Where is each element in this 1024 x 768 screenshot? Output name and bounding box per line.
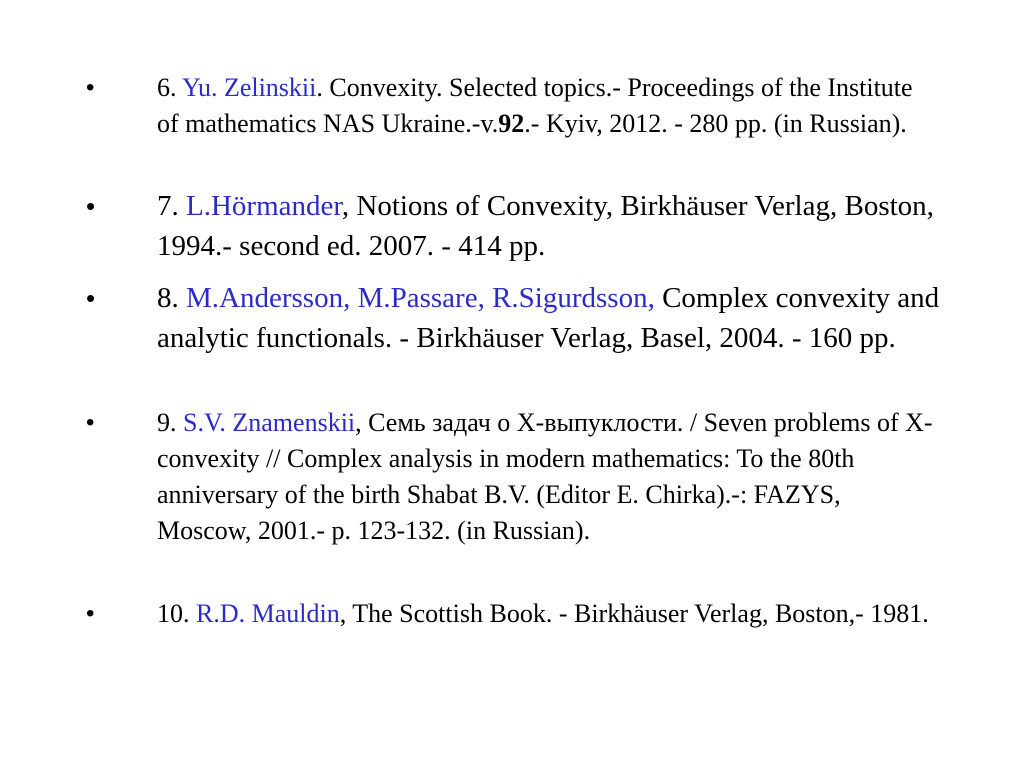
bullet: • (86, 600, 95, 627)
reference-number: 6. (157, 73, 177, 102)
reference-text-10 (157, 596, 940, 632)
reference-author: R.D. Mauldin (196, 599, 340, 628)
reference-details: . Convexity. Selected topics.- Proceedings of the Institute of mathematics NAS Ukraine.-v. (157, 73, 913, 138)
reference-text-8 (157, 278, 940, 358)
reference-details-end: .- Kyiv, 2012. - 280 pp. (in Russian). (524, 109, 907, 138)
reference-text-9 (157, 405, 940, 549)
reference-number: 9. (157, 408, 177, 437)
reference-details: , Семь задач о X-выпуклости. / Seven problems of X-convexity // Complex analysis in modern mathematics: To the 80th anniversary of the birth Shabat B.V. (Editor E. Chirka).-: FAZYS, Moscow, 2001.- p. 123-132. (in Russian). (157, 408, 933, 545)
reference-details: , Notions of Convexity, Birkhäuser Verlag, Boston, 1994.- second ed. 2007. - 414 pp. (157, 190, 934, 262)
bullet: • (86, 409, 95, 436)
reference-author: S.V. Znamenskii (183, 408, 356, 437)
reference-details: , The Scottish Book. - Birkhäuser Verlag, Boston,- 1981. (339, 599, 929, 628)
bullet: • (86, 283, 96, 313)
reference-text-7 (157, 186, 940, 266)
reference-text-6 (157, 70, 940, 142)
reference-number: 8. (157, 282, 179, 314)
reference-details: Complex convexity and analytic functionals. - Birkhäuser Verlag, Basel, 2004. - 160 pp. (157, 282, 940, 354)
reference-number: 10. (157, 599, 190, 628)
reference-volume: 92 (498, 109, 525, 138)
bullet: • (86, 74, 95, 101)
reference-number: 7. (157, 190, 179, 222)
reference-author: L.Hörmander (186, 190, 342, 222)
reference-author: Yu. Zelinskii (182, 73, 317, 102)
reference-author: M.Andersson, M.Passare, R.Sigurdsson, (186, 282, 655, 314)
bullet: • (86, 191, 96, 221)
